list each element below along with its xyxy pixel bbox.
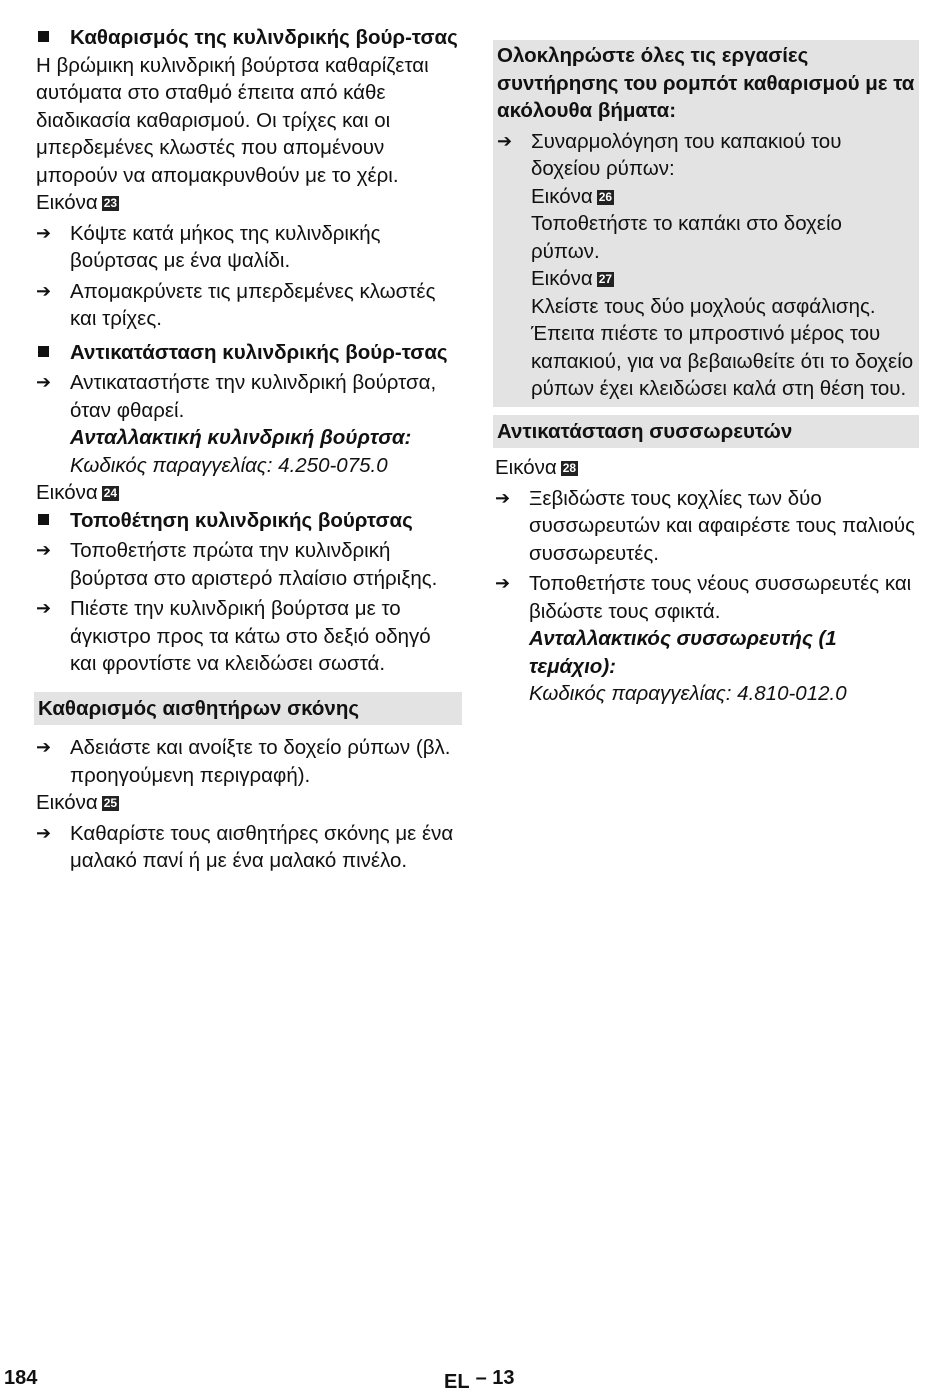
step-text: Αντικαταστήστε την κυλινδρική βούρτσα, όταν φθαρεί.: [70, 371, 437, 422]
spare-part-block: [495, 625, 917, 708]
figure-number: 28: [562, 461, 577, 475]
section-band-battery-replacement: Αντικατάσταση συσσωρευτών: [493, 415, 919, 449]
section-heading-brush-installation: [36, 507, 460, 535]
section-heading-brush-cleaning: [36, 24, 460, 52]
page-number: 184: [4, 1367, 38, 1389]
figure-label: Εικόνα: [36, 791, 98, 814]
arrow-right-icon: ➔: [36, 598, 52, 618]
step-text: Συναρμολόγηση του καπακιού του δοχείου ρύπων:: [531, 129, 842, 180]
square-bullet-icon: [36, 24, 70, 52]
paragraph-brush-cleaning: Η βρώμικη κυλινδρική βούρτσα καθαρίζεται αυτόματα στο σταθμό έπειτα από κάθε διαδικασία καθαρισμού. Οι τρίχες και οι μπερδεμένες κλωστές που απομένουν μπορούν να απομακρυνθούν με το χέρι.: [36, 53, 429, 187]
box-title: Ολοκληρώστε όλες τις εργασίες συντήρησης του ρομπότ καθαρισμού με τα ακόλουθα βήματα:: [497, 44, 915, 122]
footer-language-section: [444, 1367, 515, 1394]
spare-part-title: Ανταλλακτική κυλινδρική βούρτσα:: [70, 426, 412, 449]
left-column: [36, 24, 460, 875]
step-item: [36, 820, 460, 875]
arrow-right-icon: ➔: [36, 372, 52, 392]
step-item: [36, 369, 460, 424]
figure-number: 26: [598, 189, 613, 204]
figure-reference: [497, 183, 915, 211]
figure-number: 27: [598, 272, 613, 286]
arrow-right-icon: ➔: [36, 737, 52, 757]
figure-reference: [497, 265, 915, 293]
language-code: EL: [444, 1371, 470, 1393]
arrow-right-icon: ➔: [497, 130, 513, 151]
figure-label: Εικόνα: [531, 184, 593, 208]
figure-label: Εικόνα: [495, 456, 557, 479]
heading-text: Καθαρισμός της κυλινδρικής βούρ-τσας: [70, 26, 458, 49]
figure-reference: [36, 189, 460, 217]
step-text: Τοποθετήστε πρώτα την κυλινδρική βούρτσα στο αριστερό πλαίσιο στήριξης.: [70, 539, 438, 590]
step-text: Ξεβιδώστε τους κοχλίες των δύο συσσωρευτών και αφαιρέστε τους παλιούς συσσωρευτές.: [529, 486, 915, 565]
step-item: [36, 537, 460, 592]
spare-part-title: Ανταλλακτικός συσσωρευτής (1 τεμάχιο):: [529, 627, 837, 678]
arrow-right-icon: ➔: [36, 822, 52, 843]
arrow-right-icon: ➔: [36, 280, 52, 301]
figure-label: Εικόνα: [36, 191, 98, 214]
step-item: [36, 595, 460, 678]
order-number: Κωδικός παραγγελίας: 4.810-012.0: [529, 682, 847, 705]
maintenance-completion-box: [493, 40, 919, 407]
figure-label: Εικόνα: [36, 481, 98, 504]
step-text: Κόψτε κατά μήκος της κυλινδρικής βούρτσας με ένα ψαλίδι.: [70, 221, 381, 272]
step-text: Τοποθετήστε τους νέους συσσωρευτές και βιδώστε τους σφικτά.: [529, 572, 912, 623]
order-number: Κωδικός παραγγελίας: 4.250-075.0: [70, 453, 388, 477]
step-item: [497, 128, 915, 183]
step-text: Αδειάστε και ανοίξτε το δοχείο ρύπων (βλ. προηγούμενη περιγραφή).: [70, 736, 451, 787]
section-band-dust-sensors: Καθαρισμός αισθητήρων σκόνης: [34, 692, 462, 726]
step-text: Πιέστε την κυλινδρική βούρτσα με το άγκιστρο προς τα κάτω στο δεξιό οδηγό και φροντίστε να κλειδώσει σωστά.: [70, 597, 431, 675]
step-item: [495, 485, 917, 568]
figure-reference: [495, 454, 917, 482]
figure-number: 23: [103, 196, 118, 210]
arrow-right-icon: ➔: [495, 573, 511, 593]
step-item: [36, 220, 460, 275]
arrow-right-icon: ➔: [36, 540, 52, 560]
square-bullet-icon: [36, 507, 70, 535]
instruction-text: Κλείστε τους δύο μοχλούς ασφάλισης. Έπειτα πιέστε το μπροστινό μέρος του καπακιού, για να βεβαιωθείτε ότι το δοχείο ρύπων έχει κλειδώσει καλά στη θέση του.: [531, 294, 914, 400]
figure-reference: [36, 479, 460, 507]
step-text: Απομακρύνετε τις μπερδεμένες κλωστές και τρίχες.: [70, 279, 436, 330]
heading-text: Αντικατάσταση κυλινδρικής βούρ-τσας: [70, 340, 448, 364]
heading-text: Τοποθέτηση κυλινδρικής βούρτσας: [70, 508, 413, 532]
step-text: Καθαρίστε τους αισθητήρες σκόνης με ένα μαλακό πανί ή με ένα μαλακό πινέλο.: [70, 821, 454, 872]
section-heading-brush-replacement: [36, 339, 460, 367]
figure-number: 24: [103, 486, 118, 500]
section-page-number: – 13: [475, 1367, 515, 1389]
step-item: [495, 570, 917, 625]
spare-part-block: [36, 424, 460, 479]
right-column: [495, 40, 917, 708]
figure-label: Εικόνα: [531, 267, 593, 290]
square-bullet-icon: [36, 339, 70, 367]
instruction-text: Τοποθετήστε το καπάκι στο δοχείο ρύπων.: [531, 212, 842, 263]
arrow-right-icon: ➔: [495, 487, 511, 508]
figure-number: 25: [103, 796, 118, 810]
arrow-right-icon: ➔: [36, 222, 52, 243]
step-item: [36, 278, 460, 333]
figure-reference: [36, 789, 460, 817]
step-item: [36, 734, 460, 789]
